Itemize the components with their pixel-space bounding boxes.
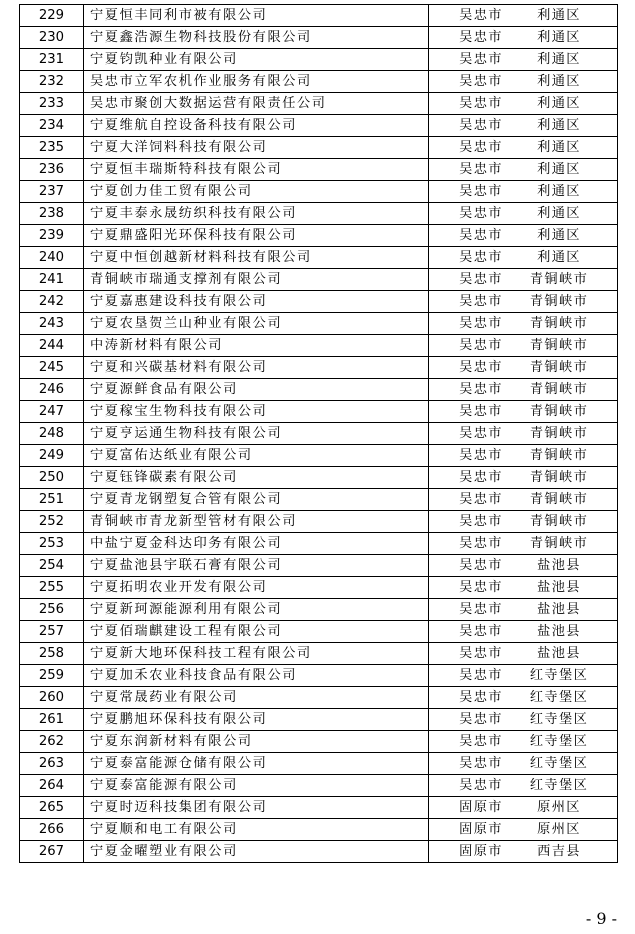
- row-number: 250: [20, 467, 84, 489]
- location-cell: [429, 401, 618, 423]
- row-number: 230: [20, 27, 84, 49]
- row-number: 263: [20, 753, 84, 775]
- company-name: 宁夏常晟药业有限公司: [84, 687, 429, 709]
- company-name: 宁夏农垦贺兰山种业有限公司: [84, 313, 429, 335]
- company-table-body: [20, 5, 618, 863]
- row-number: 259: [20, 665, 84, 687]
- table-row: [20, 291, 618, 313]
- location-cell: [429, 753, 618, 775]
- company-name: 中盐宁夏金科达印务有限公司: [84, 533, 429, 555]
- location-cell: [429, 49, 618, 71]
- table-row: [20, 511, 618, 533]
- table-row: [20, 709, 618, 731]
- district-name: 青铜峡市: [529, 404, 589, 419]
- company-name: 宁夏鑫浩源生物科技股份有限公司: [84, 27, 429, 49]
- company-name: 宁夏拓明农业开发有限公司: [84, 577, 429, 599]
- city-name: 吴忠市: [459, 778, 503, 793]
- row-number: 239: [20, 225, 84, 247]
- location-cell: [429, 467, 618, 489]
- table-row: [20, 357, 618, 379]
- table-row: [20, 533, 618, 555]
- table-row: [20, 731, 618, 753]
- city-name: 固原市: [459, 800, 503, 815]
- company-name: 宁夏青龙钢塑复合管有限公司: [84, 489, 429, 511]
- city-name: 吴忠市: [459, 580, 503, 595]
- city-name: 吴忠市: [459, 8, 503, 23]
- location-cell: [429, 203, 618, 225]
- city-name: 吴忠市: [459, 646, 503, 661]
- district-name: 原州区: [537, 800, 581, 815]
- district-name: 青铜峡市: [529, 338, 589, 353]
- row-number: 248: [20, 423, 84, 445]
- table-row: [20, 467, 618, 489]
- city-name: 吴忠市: [459, 404, 503, 419]
- row-number: 237: [20, 181, 84, 203]
- district-name: 青铜峡市: [529, 492, 589, 507]
- city-name: 吴忠市: [459, 360, 503, 375]
- district-name: 利通区: [537, 52, 581, 67]
- city-name: 固原市: [459, 844, 503, 859]
- row-number: 252: [20, 511, 84, 533]
- district-name: 红寺堡区: [529, 778, 589, 793]
- location-cell: [429, 357, 618, 379]
- table-row: [20, 71, 618, 93]
- location-cell: [429, 665, 618, 687]
- company-name: 宁夏丰泰永晟纺织科技有限公司: [84, 203, 429, 225]
- table-row: [20, 621, 618, 643]
- location-cell: [429, 599, 618, 621]
- district-name: 青铜峡市: [529, 360, 589, 375]
- district-name: 盐池县: [537, 602, 581, 617]
- city-name: 吴忠市: [459, 162, 503, 177]
- city-name: 吴忠市: [459, 250, 503, 265]
- city-name: 吴忠市: [459, 668, 503, 683]
- city-name: 吴忠市: [459, 624, 503, 639]
- district-name: 青铜峡市: [529, 470, 589, 485]
- location-cell: [429, 269, 618, 291]
- location-cell: [429, 225, 618, 247]
- district-name: 利通区: [537, 184, 581, 199]
- city-name: 吴忠市: [459, 558, 503, 573]
- table-row: [20, 335, 618, 357]
- table-row: [20, 27, 618, 49]
- table-row: [20, 489, 618, 511]
- city-name: 吴忠市: [459, 514, 503, 529]
- location-cell: [429, 731, 618, 753]
- location-cell: [429, 71, 618, 93]
- company-name: 宁夏时迈科技集团有限公司: [84, 797, 429, 819]
- city-name: 吴忠市: [459, 492, 503, 507]
- location-cell: [429, 5, 618, 27]
- company-name: 宁夏创力佳工贸有限公司: [84, 181, 429, 203]
- district-name: 红寺堡区: [529, 712, 589, 727]
- table-row: [20, 687, 618, 709]
- row-number: 265: [20, 797, 84, 819]
- table-row: [20, 775, 618, 797]
- table-row: [20, 577, 618, 599]
- table-row: [20, 797, 618, 819]
- company-table: [19, 4, 618, 863]
- district-name: 利通区: [537, 8, 581, 23]
- row-number: 266: [20, 819, 84, 841]
- location-cell: [429, 335, 618, 357]
- row-number: 229: [20, 5, 84, 27]
- district-name: 青铜峡市: [529, 272, 589, 287]
- district-name: 青铜峡市: [529, 294, 589, 309]
- table-row: [20, 599, 618, 621]
- table-row: [20, 159, 618, 181]
- company-name: 中涛新材料有限公司: [84, 335, 429, 357]
- table-row: [20, 247, 618, 269]
- district-name: 利通区: [537, 228, 581, 243]
- district-name: 青铜峡市: [529, 514, 589, 529]
- table-row: [20, 643, 618, 665]
- location-cell: [429, 797, 618, 819]
- table-row: [20, 137, 618, 159]
- company-name: 宁夏恒丰瑞斯特科技有限公司: [84, 159, 429, 181]
- district-name: 青铜峡市: [529, 382, 589, 397]
- district-name: 利通区: [537, 74, 581, 89]
- district-name: 利通区: [537, 162, 581, 177]
- table-row: [20, 313, 618, 335]
- city-name: 吴忠市: [459, 690, 503, 705]
- company-name: 青铜峡市瑞通支撑剂有限公司: [84, 269, 429, 291]
- location-cell: [429, 181, 618, 203]
- city-name: 吴忠市: [459, 118, 503, 133]
- table-row: [20, 819, 618, 841]
- location-cell: [429, 159, 618, 181]
- row-number: 232: [20, 71, 84, 93]
- table-row: [20, 753, 618, 775]
- company-name: 宁夏维航自控设备科技有限公司: [84, 115, 429, 137]
- district-name: 利通区: [537, 96, 581, 111]
- location-cell: [429, 621, 618, 643]
- district-name: 红寺堡区: [529, 756, 589, 771]
- company-name: 宁夏盐池县宇联石膏有限公司: [84, 555, 429, 577]
- row-number: 255: [20, 577, 84, 599]
- location-cell: [429, 27, 618, 49]
- location-cell: [429, 445, 618, 467]
- location-cell: [429, 489, 618, 511]
- company-name: 宁夏金曜塑业有限公司: [84, 841, 429, 863]
- city-name: 吴忠市: [459, 206, 503, 221]
- district-name: 青铜峡市: [529, 316, 589, 331]
- district-name: 西吉县: [537, 844, 581, 859]
- row-number: 249: [20, 445, 84, 467]
- district-name: 盐池县: [537, 558, 581, 573]
- city-name: 吴忠市: [459, 448, 503, 463]
- city-name: 吴忠市: [459, 602, 503, 617]
- city-name: 吴忠市: [459, 74, 503, 89]
- city-name: 吴忠市: [459, 52, 503, 67]
- location-cell: [429, 423, 618, 445]
- city-name: 吴忠市: [459, 272, 503, 287]
- city-name: 吴忠市: [459, 338, 503, 353]
- page-number: - 9 -: [585, 909, 617, 928]
- company-name: 宁夏新珂源能源利用有限公司: [84, 599, 429, 621]
- location-cell: [429, 819, 618, 841]
- company-name: 宁夏新大地环保科技工程有限公司: [84, 643, 429, 665]
- district-name: 红寺堡区: [529, 668, 589, 683]
- district-name: 利通区: [537, 118, 581, 133]
- table-row: [20, 49, 618, 71]
- district-name: 利通区: [537, 206, 581, 221]
- row-number: 238: [20, 203, 84, 225]
- table-row: [20, 423, 618, 445]
- row-number: 233: [20, 93, 84, 115]
- company-name: 宁夏富佑达纸业有限公司: [84, 445, 429, 467]
- company-name: 宁夏稼宝生物科技有限公司: [84, 401, 429, 423]
- city-name: 吴忠市: [459, 712, 503, 727]
- row-number: 254: [20, 555, 84, 577]
- table-row: [20, 93, 618, 115]
- company-name: 吴忠市聚创大数据运营有限责任公司: [84, 93, 429, 115]
- city-name: 吴忠市: [459, 30, 503, 45]
- city-name: 吴忠市: [459, 756, 503, 771]
- company-name: 宁夏佰瑞麒建设工程有限公司: [84, 621, 429, 643]
- city-name: 吴忠市: [459, 228, 503, 243]
- district-name: 盐池县: [537, 624, 581, 639]
- company-name: 宁夏鼎盛阳光环保科技有限公司: [84, 225, 429, 247]
- row-number: 247: [20, 401, 84, 423]
- table-row: [20, 203, 618, 225]
- location-cell: [429, 115, 618, 137]
- location-cell: [429, 313, 618, 335]
- row-number: 251: [20, 489, 84, 511]
- row-number: 253: [20, 533, 84, 555]
- company-name: 宁夏中恒创越新材料科技有限公司: [84, 247, 429, 269]
- district-name: 青铜峡市: [529, 448, 589, 463]
- table-row: [20, 555, 618, 577]
- table-row: [20, 379, 618, 401]
- company-name: 宁夏泰富能源仓储有限公司: [84, 753, 429, 775]
- table-row: [20, 5, 618, 27]
- company-name: 宁夏源鲜食品有限公司: [84, 379, 429, 401]
- company-name: 宁夏顺和电工有限公司: [84, 819, 429, 841]
- table-row: [20, 665, 618, 687]
- district-name: 青铜峡市: [529, 536, 589, 551]
- city-name: 吴忠市: [459, 140, 503, 155]
- table-row: [20, 401, 618, 423]
- table-row: [20, 225, 618, 247]
- company-name: 宁夏恒丰同利市被有限公司: [84, 5, 429, 27]
- company-name: 宁夏鹏旭环保科技有限公司: [84, 709, 429, 731]
- district-name: 盐池县: [537, 580, 581, 595]
- row-number: 262: [20, 731, 84, 753]
- city-name: 固原市: [459, 822, 503, 837]
- row-number: 231: [20, 49, 84, 71]
- row-number: 260: [20, 687, 84, 709]
- company-name: 宁夏嘉惠建设科技有限公司: [84, 291, 429, 313]
- city-name: 吴忠市: [459, 470, 503, 485]
- company-name: 宁夏加禾农业科技食品有限公司: [84, 665, 429, 687]
- table-row: [20, 181, 618, 203]
- row-number: 234: [20, 115, 84, 137]
- company-list-sheet: [19, 4, 618, 863]
- district-name: 盐池县: [537, 646, 581, 661]
- company-name: 宁夏钧凯种业有限公司: [84, 49, 429, 71]
- district-name: 红寺堡区: [529, 690, 589, 705]
- row-number: 258: [20, 643, 84, 665]
- row-number: 261: [20, 709, 84, 731]
- row-number: 246: [20, 379, 84, 401]
- location-cell: [429, 841, 618, 863]
- location-cell: [429, 511, 618, 533]
- location-cell: [429, 687, 618, 709]
- row-number: 235: [20, 137, 84, 159]
- row-number: 242: [20, 291, 84, 313]
- row-number: 267: [20, 841, 84, 863]
- row-number: 240: [20, 247, 84, 269]
- row-number: 243: [20, 313, 84, 335]
- city-name: 吴忠市: [459, 426, 503, 441]
- district-name: 青铜峡市: [529, 426, 589, 441]
- location-cell: [429, 709, 618, 731]
- company-name: 宁夏泰富能源有限公司: [84, 775, 429, 797]
- row-number: 236: [20, 159, 84, 181]
- location-cell: [429, 247, 618, 269]
- company-name: 青铜峡市青龙新型管材有限公司: [84, 511, 429, 533]
- location-cell: [429, 137, 618, 159]
- city-name: 吴忠市: [459, 184, 503, 199]
- table-row: [20, 269, 618, 291]
- city-name: 吴忠市: [459, 316, 503, 331]
- city-name: 吴忠市: [459, 734, 503, 749]
- location-cell: [429, 93, 618, 115]
- district-name: 利通区: [537, 250, 581, 265]
- district-name: 红寺堡区: [529, 734, 589, 749]
- company-name: 吴忠市立军农机作业服务有限公司: [84, 71, 429, 93]
- table-row: [20, 841, 618, 863]
- location-cell: [429, 291, 618, 313]
- company-name: 宁夏东润新材料有限公司: [84, 731, 429, 753]
- location-cell: [429, 555, 618, 577]
- location-cell: [429, 643, 618, 665]
- row-number: 241: [20, 269, 84, 291]
- company-name: 宁夏和兴碳基材料有限公司: [84, 357, 429, 379]
- location-cell: [429, 379, 618, 401]
- location-cell: [429, 533, 618, 555]
- location-cell: [429, 775, 618, 797]
- district-name: 利通区: [537, 30, 581, 45]
- city-name: 吴忠市: [459, 96, 503, 111]
- district-name: 利通区: [537, 140, 581, 155]
- row-number: 244: [20, 335, 84, 357]
- row-number: 245: [20, 357, 84, 379]
- city-name: 吴忠市: [459, 382, 503, 397]
- district-name: 原州区: [537, 822, 581, 837]
- city-name: 吴忠市: [459, 294, 503, 309]
- location-cell: [429, 577, 618, 599]
- city-name: 吴忠市: [459, 536, 503, 551]
- table-row: [20, 115, 618, 137]
- company-name: 宁夏亨运通生物科技有限公司: [84, 423, 429, 445]
- row-number: 264: [20, 775, 84, 797]
- row-number: 256: [20, 599, 84, 621]
- company-name: 宁夏钰锋碳素有限公司: [84, 467, 429, 489]
- company-name: 宁夏大洋饲料科技有限公司: [84, 137, 429, 159]
- table-row: [20, 445, 618, 467]
- row-number: 257: [20, 621, 84, 643]
